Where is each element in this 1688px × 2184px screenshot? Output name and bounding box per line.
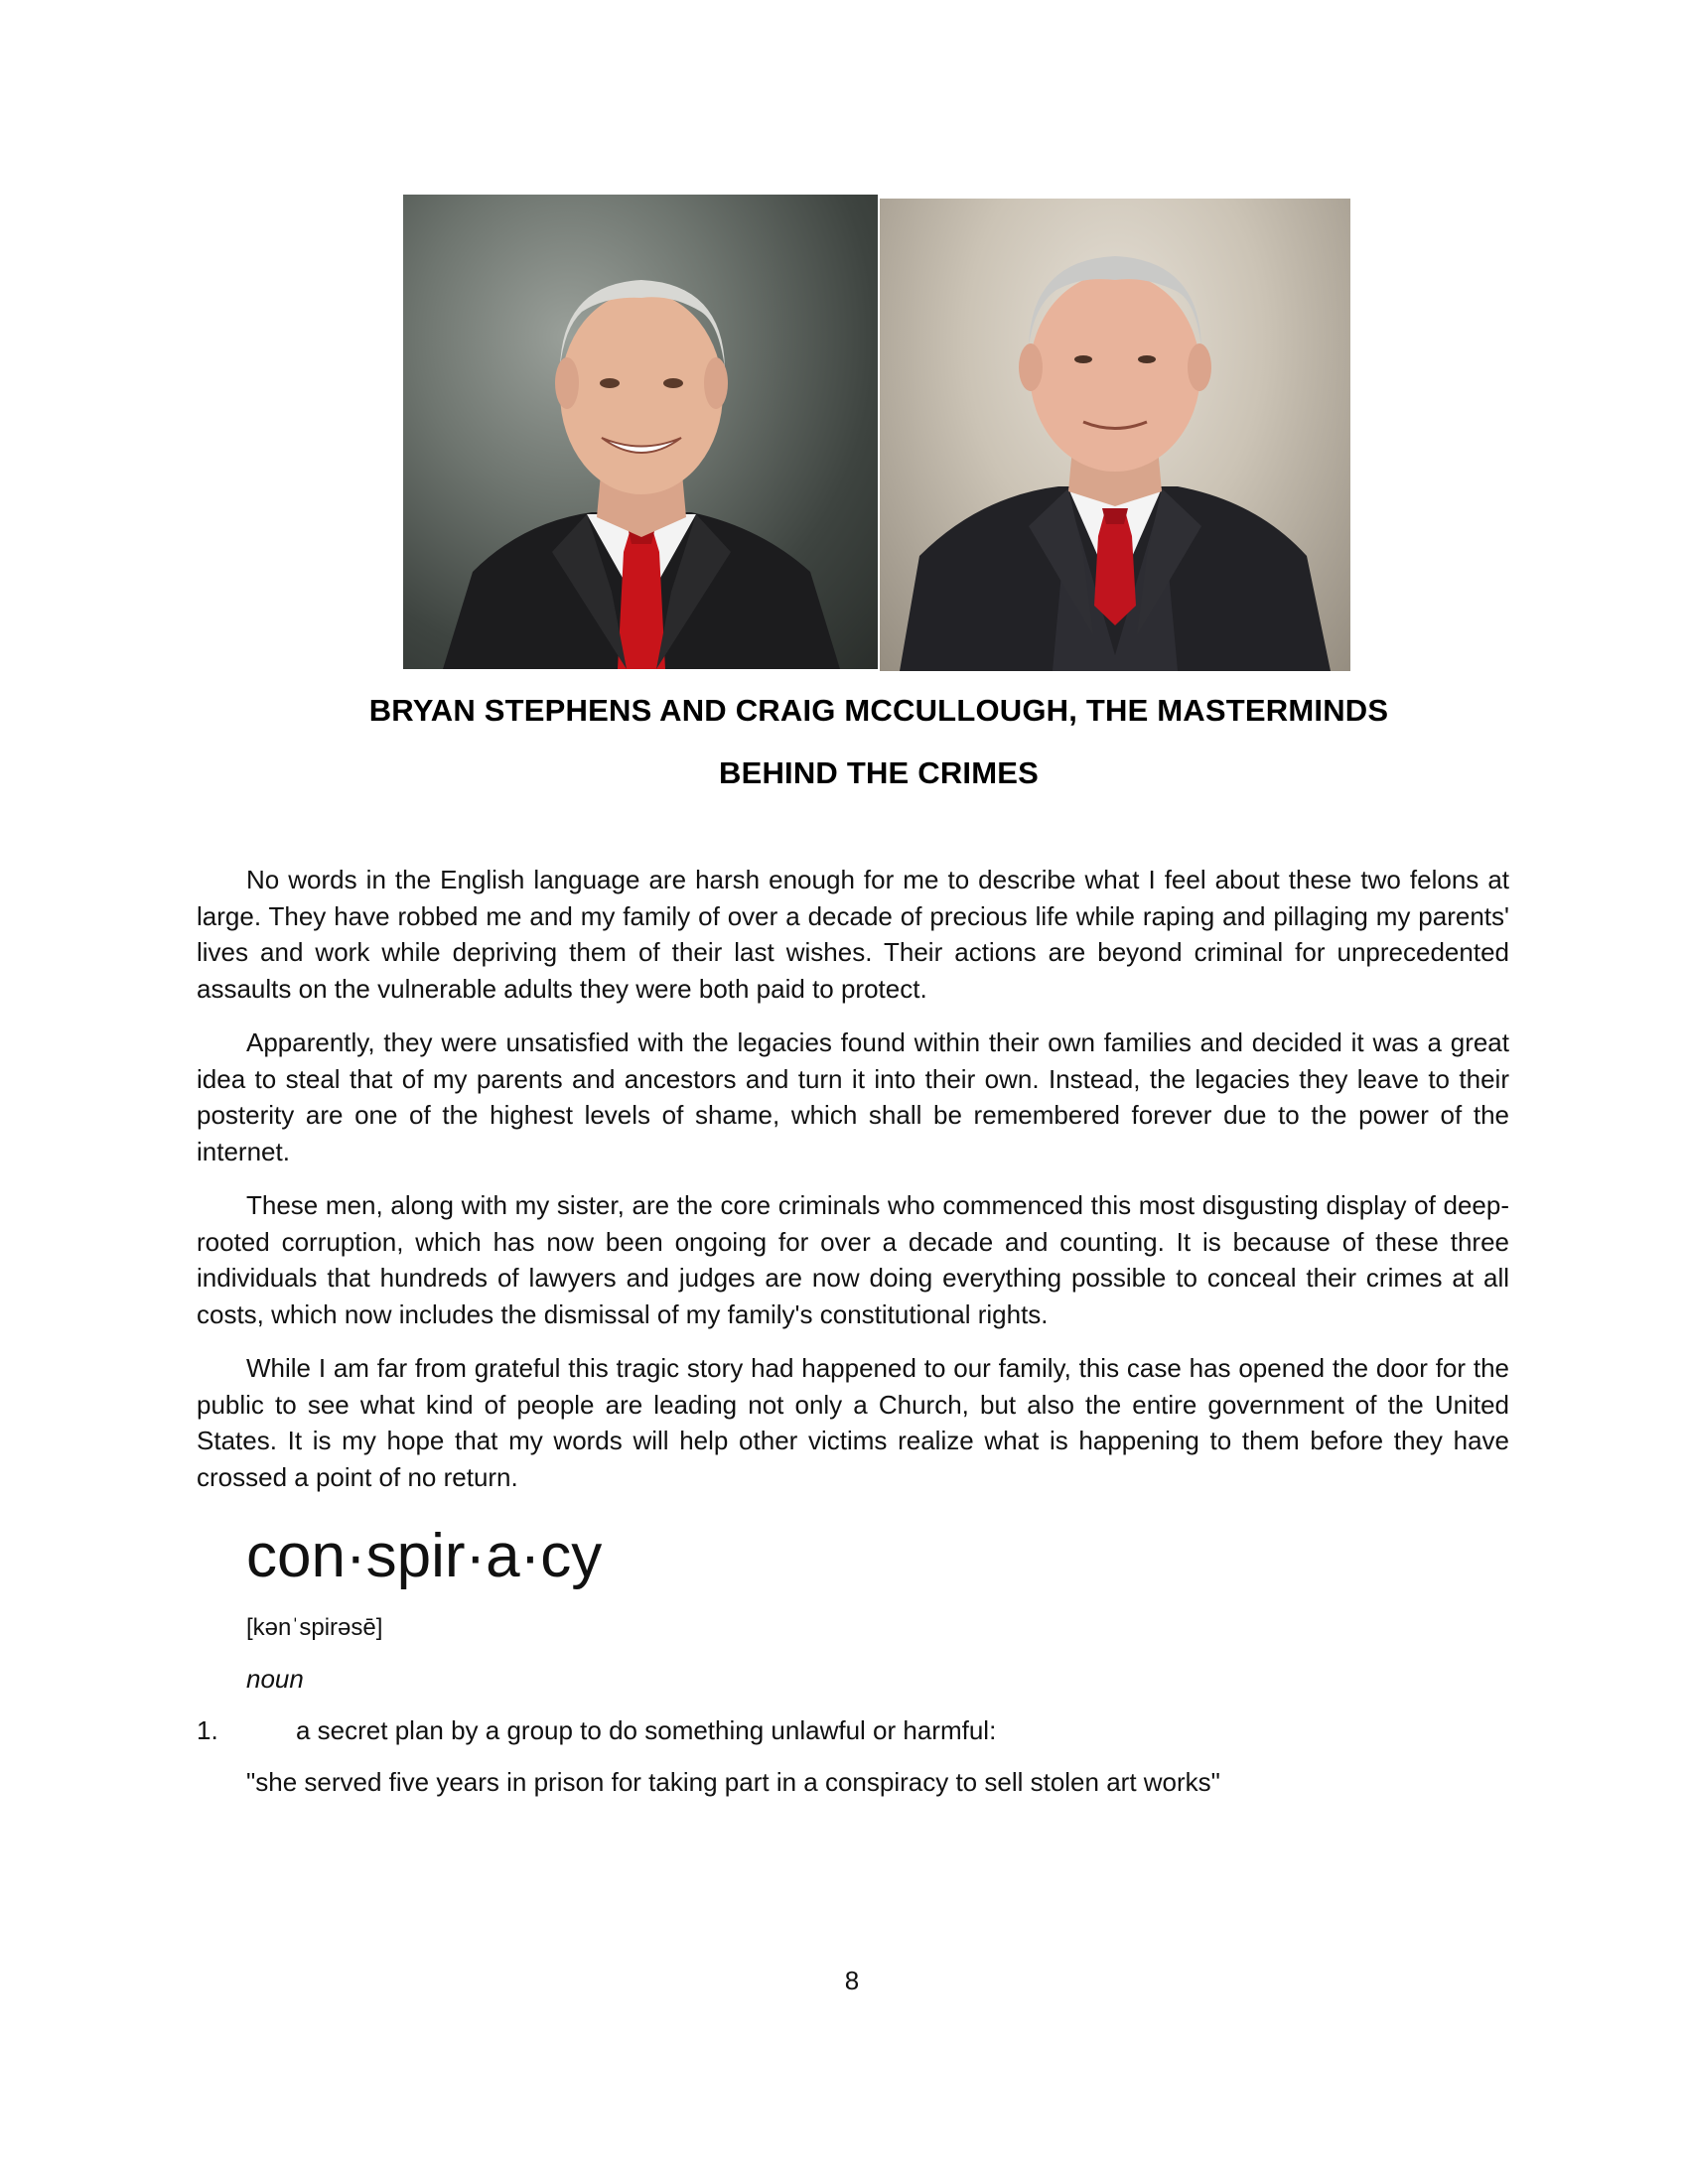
dictionary-headword: con·spir·a·cy [246,1522,603,1590]
paragraph-2: Apparently, they were unsatisfied with the legacies found within their own families and decided it was a great idea to steal that of my parents and ancestors and turn it into their own. Instead, the legacies they leave to their posterity are one of the highest levels of shame, which shall be remembered forever due to the power of the internet. [197,1027,1509,1166]
page-title-line-2: BEHIND THE CRIMES [718,755,1040,790]
page-number: 8 [844,1966,860,1995]
paragraph-4: While I am far from grateful this tragic story had happened to our family, this case has opened the door for the public to see what kind of people are leading not only a Church, but also the entire government of the United States. It is my hope that my words will help other victims realize what is happening to them before they have crossed a point of no return. [197,1353,1509,1492]
portrait-photos [403,195,1350,671]
body-text [197,862,1509,1513]
paragraph-1: No words in the English language are harsh enough for me to describe what I feel about these two felons at large. They have robbed me and my family of over a decade of precious life while raping and pillaging my parents' lives and work while depriving them of their last wishes. Their actions are beyond criminal for unprecedented assaults on the vulnerable adults they were both paid to protect. [197,865,1509,1004]
paragraph-3: These men, along with my sister, are the core criminals who commenced this most disgusting display of deep-rooted corruption, which has now been ongoing for over a decade and counting. It is because of these three individuals that hundreds of lawyers and judges are now doing everything possible to conceal their crimes at all costs, which now includes the dismissal of my family's constitutional rights. [197,1190,1509,1329]
definition-example: "she served five years in prison for taking part in a conspiracy to sell stolen art works" [246,1767,1220,1797]
dictionary-part-of-speech: noun [246,1664,304,1694]
definition-number: 1. [197,1715,218,1745]
portrait-right-illustration [880,199,1350,671]
page-title-line-1: BRYAN STEPHENS AND CRAIG MCCULLOUGH, THE MASTERMINDS [368,693,1389,728]
portrait-craig-mccullough [880,199,1350,671]
definition-text: a secret plan by a group to do something unlawful or harmful: [296,1715,997,1745]
dictionary-pronunciation: [kənˈspirəsē] [246,1614,383,1641]
portrait-bryan-stephens [403,195,878,669]
portrait-left-illustration [403,195,878,669]
